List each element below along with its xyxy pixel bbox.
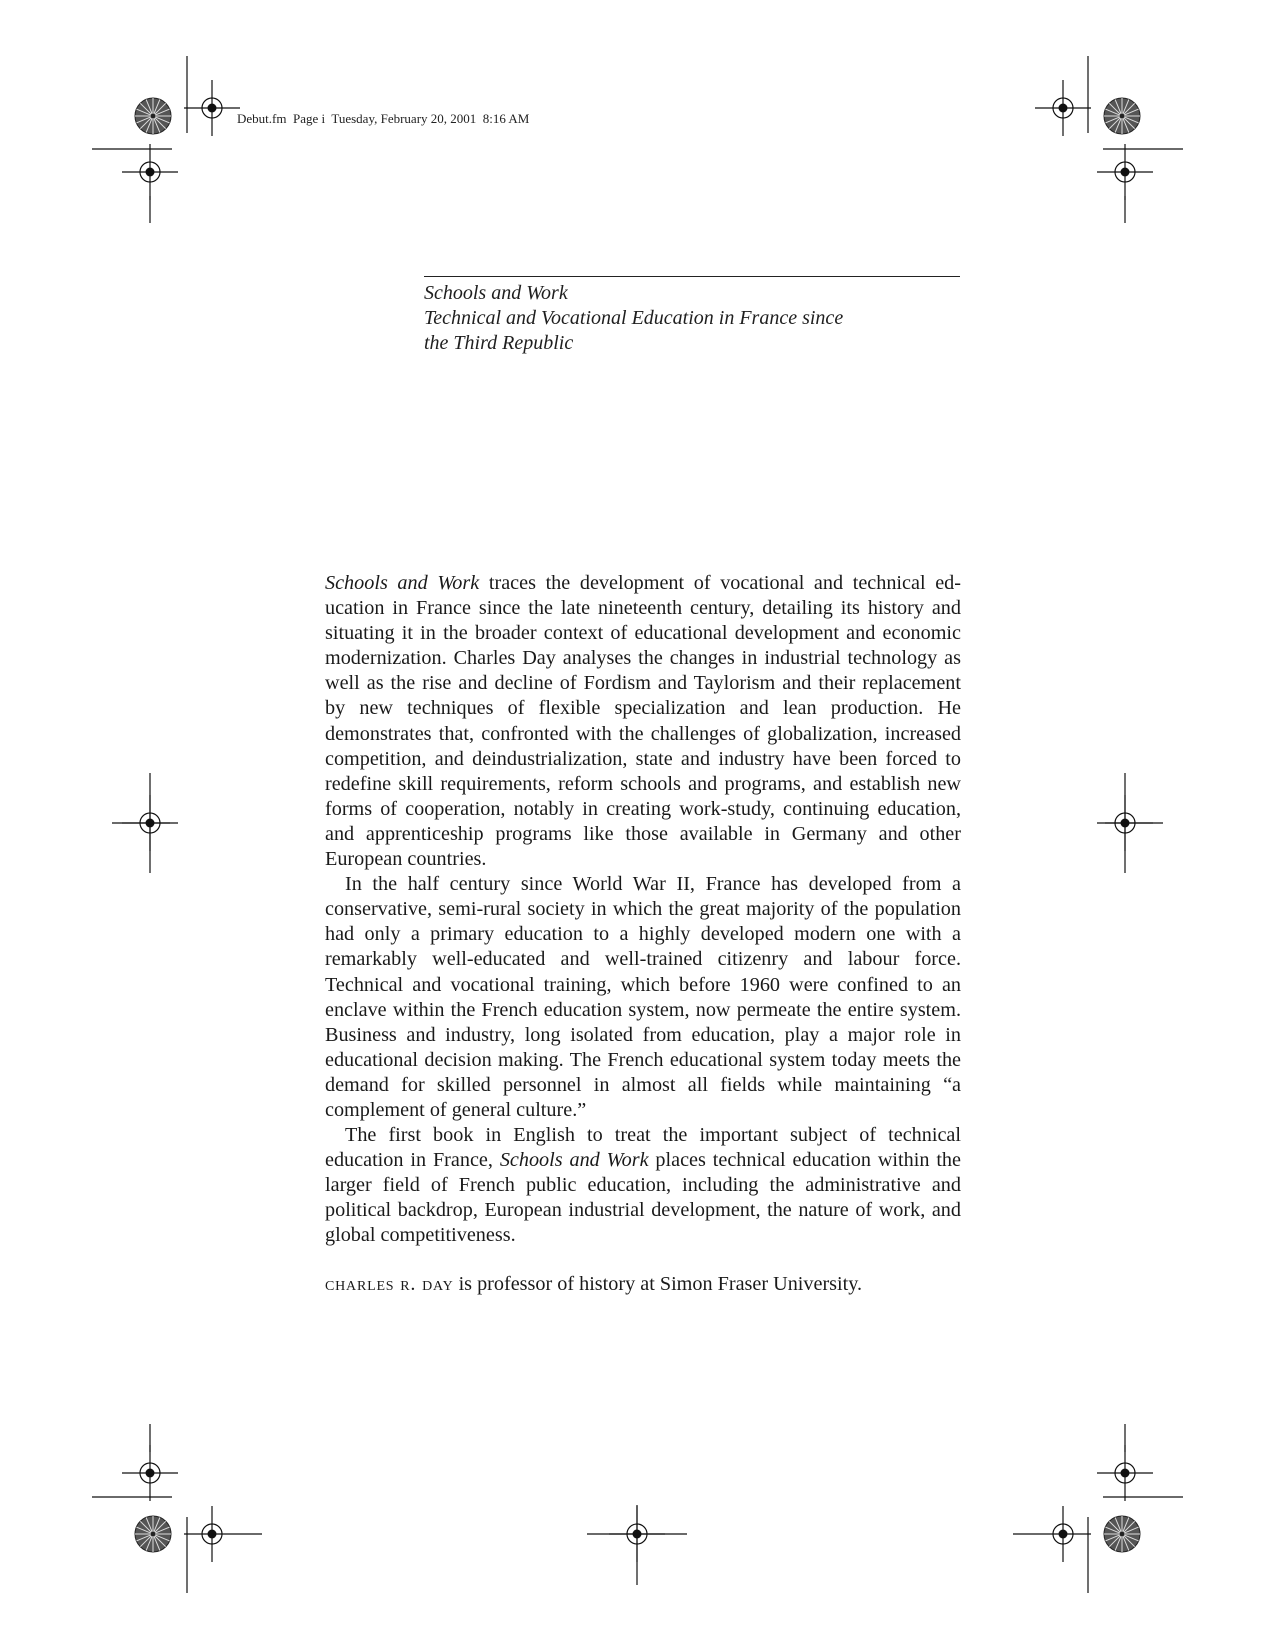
- registration-star-icon: [1104, 1516, 1140, 1552]
- book-title-block: [424, 276, 960, 356]
- author-name: charles r. day: [325, 1272, 454, 1295]
- registration-mark-icon: [1097, 795, 1153, 851]
- registration-mark-icon: [184, 1506, 240, 1562]
- registration-mark-icon: [609, 1506, 665, 1562]
- crop-mark-top-right: [1088, 56, 1183, 149]
- registration-mark-icon: [1035, 1506, 1091, 1562]
- book-description: [325, 571, 961, 1297]
- registration-mark-icon: [122, 795, 178, 851]
- crop-mark-top-left: [92, 56, 187, 149]
- registration-mark-icon: [1097, 144, 1153, 200]
- inline-book-title: Schools and Work: [499, 1149, 649, 1172]
- registration-star-icon: [1104, 98, 1140, 134]
- book-subtitle-line-1: Technical and Vocational Education in France since: [424, 307, 844, 329]
- registration-star-icon: [135, 98, 171, 134]
- registration-mark-icon: [184, 80, 240, 136]
- paragraph-text: places technical education within the larger field of French public education, including the administrative and political backdrop, European industrial development, the nature of work, and global competitiveness.: [325, 1149, 961, 1247]
- paragraph-text: The first book in English to treat the important subject of technical education in France,: [325, 1124, 961, 1172]
- book-subtitle-line-2: the Third Republic: [424, 332, 574, 354]
- registration-mark-icon: [1097, 1445, 1153, 1501]
- description-paragraph-2: In the half century since World War II, France has developed from a conservative, semi-rural society in which the great majority of the population had only a primary education to a highly developed modern one with a remarkably well-educated and well-trained citizenry and labour force. Technical and vocational training, which before 1960 were confined to an enclave within the French education system, now permeate the entire system. Business and industry, long isolated from education, play a major role in educational decision making. The French educational system today meets the demand for skilled personnel in almost all fields while maintaining “a complement of general culture.”: [325, 873, 961, 1121]
- paragraph-text: traces the development of vocational and technical education in France since the late nineteenth century, detailing its history and situating it in the broader context of educational development and economic modernization. Charles Day analyses the changes in industrial technology as well as the rise and decline of Fordism and Taylorism and their replacement by new techniques of flexible specialization and lean production. He demonstrates that, confronted with the challenges of globalization, increased competition, and deindustrialization, state and industry have been forced to redefine skill requirements, reform schools and programs, and establish new forms of cooperation, notably in creating work-study, continuing education, and apprenticeship programs like those available in Germany and other European countries.: [325, 572, 961, 871]
- inline-book-title: Schools and Work: [325, 572, 480, 594]
- print-slug: Debut.fm Page i Tuesday, February 20, 2001 8:16 AM: [237, 111, 530, 126]
- registration-mark-icon: [1035, 80, 1091, 136]
- author-bio-text: is professor of history at Simon Fraser University.: [453, 1272, 863, 1295]
- title-rule: [424, 276, 960, 277]
- author-bio: [325, 1272, 961, 1297]
- description-paragraph-1: [325, 571, 961, 872]
- description-paragraph-3: [325, 1123, 961, 1248]
- book-title: Schools and Work: [424, 282, 568, 304]
- registration-mark-icon: [122, 1445, 178, 1501]
- registration-mark-icon: [122, 144, 178, 200]
- registration-star-icon: [135, 1516, 171, 1552]
